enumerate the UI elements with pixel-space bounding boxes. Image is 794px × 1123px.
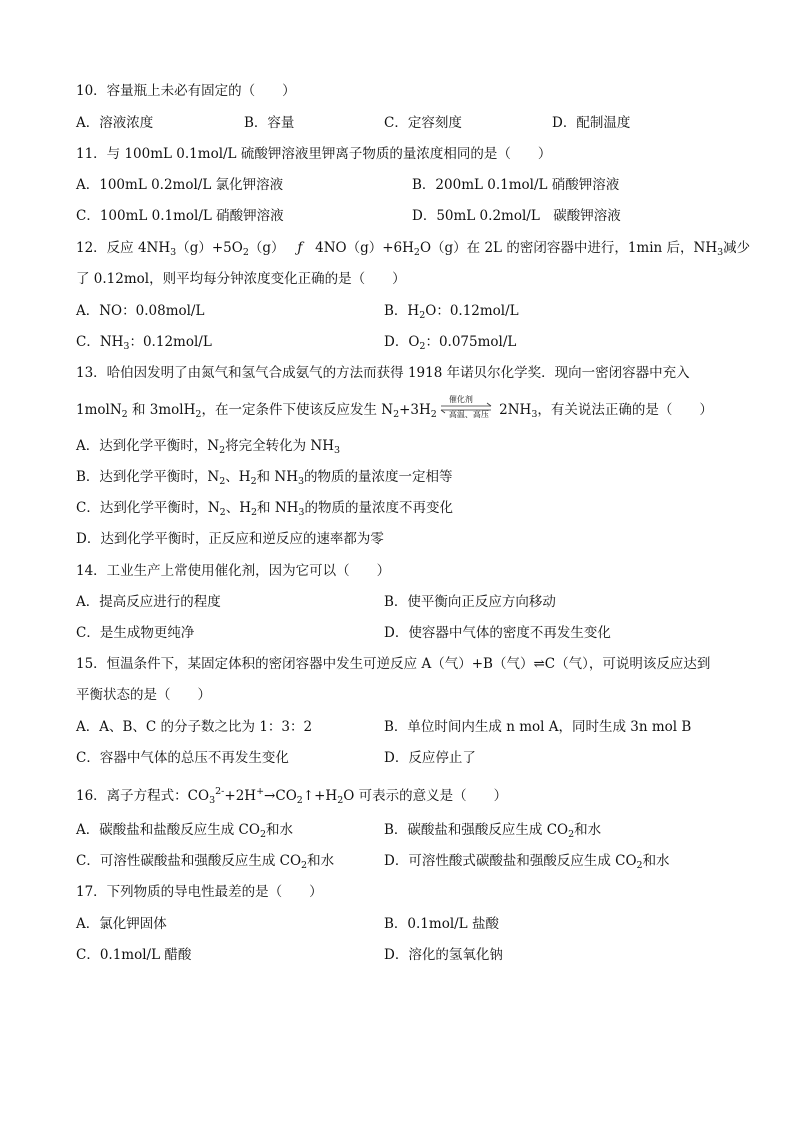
question-15-option-c: C．容器中气体的总压不再发生变化 (76, 750, 289, 766)
question-14-option-b: B．使平衡向正反应方向移动 (384, 594, 556, 610)
question-17-option-a: A．氯化钾固体 (76, 916, 167, 932)
question-11-stem: 11．与 100mL 0.1mol/L 硫酸钾溶液里钾离子物质的量浓度相同的是（ ） (76, 146, 552, 162)
question-10-option-a: A．溶液浓度 (76, 115, 154, 131)
conditions-label: 高温、高压 (448, 410, 489, 419)
question-12-option-d: D．$O_2$：0.075mol/L (384, 334, 517, 352)
question-16-option-c: C．可溶性碳酸盐和强酸反应生成 $CO_2$和水 (76, 853, 335, 871)
question-17-option-c: C．0.1mol/L 醋酸 (76, 947, 192, 963)
question-17-option-d: D．溶化的氢氧化钠 (384, 947, 503, 963)
question-10-stem: 10．容量瓶上未必有固定的（ ） (76, 83, 296, 99)
question-11-option-b: B．200mL 0.1mol/L 硝酸钾溶液 (412, 177, 620, 193)
question-16-option-d: D．可溶性酸式碳酸盐和强酸反应生成 $CO_2$和水 (384, 853, 670, 871)
question-11-option-a: A．100mL 0.2mol/L 氯化钾溶液 (76, 177, 284, 193)
question-14-option-d: D．使容器中气体的密度不再发生变化 (384, 625, 611, 641)
question-13-option-b: B．达到化学平衡时，$N_2$、$H_2$和 $NH_3$的物质的量浓度一定相等 (76, 469, 453, 487)
question-13-option-d: D．达到化学平衡时，正反应和逆反应的速率都为零 (76, 531, 384, 547)
question-17-stem: 17．下列物质的导电性最差的是（ ） (76, 884, 323, 900)
question-14-option-a: A．提高反应进行的程度 (76, 594, 221, 610)
question-12-option-a: A．NO：0.08mol/L (76, 303, 205, 319)
question-12-option-c: C．$NH_3$：0.12mol/L (76, 334, 212, 352)
reaction-condition-arrow (437, 395, 495, 419)
question-13-stem-line2: 1molN$_2$ 和 3molH$_2$，在一定条件下使该反应发生 $N_2+3H_2$ 催化剂 高温、高压 $2NH_3$，有关说法正确的是（ ） (76, 395, 713, 420)
question-16-option-a: A．碳酸盐和盐酸反应生成 $CO_2$和水 (76, 822, 293, 840)
question-13-stem-line1: 13．哈伯因发明了由氮气和氢气合成氨气的方法而获得 1918 年诺贝尔化学奖．现向一密闭容器中充入 (76, 365, 690, 381)
question-10-option-d: D．配制温度 (552, 115, 631, 131)
question-12-stem-line1: 12．反应 $4NH_3(g)+5O_2(g)$ ƒ $4NO(g)+6H_2O(g)$在 2L 的密闭容器中进行，1min 后，$NH_3$减少 (76, 240, 751, 258)
question-11-option-d: D．50mL 0.2mol/L 碳酸钾溶液 (412, 208, 621, 224)
question-12-option-b: B．$H_2O$：0.12mol/L (384, 303, 519, 321)
question-15-stem-line2: 平衡状态的是（ ） (76, 687, 211, 703)
question-13-option-c: C．达到化学平衡时，$N_2$、$H_2$和 $NH_3$的物质的量浓度不再变化 (76, 500, 453, 518)
question-15-option-d: D．反应停止了 (384, 750, 476, 766)
question-17-option-b: B．0.1mol/L 盐酸 (384, 916, 499, 932)
catalyst-label: 催化剂 (448, 395, 473, 404)
question-16-stem: 16．离子方程式：$CO_3^{2-}+2H^+\to CO_2↑+H_2O$ 可表示的意义是（ ） (76, 786, 508, 806)
question-15-stem-line1: 15．恒温条件下，某固定体积的密闭容器中发生可逆反应 A（气）+B（气）⇌C（气），可说明该反应达到 (76, 656, 711, 672)
question-10-option-b: B．容量 (244, 115, 295, 131)
question-14-stem: 14．工业生产上常使用催化剂，因为它可以（ ） (76, 563, 391, 579)
question-15-option-a: A．A、B、C 的分子数之比为 1：3：2 (76, 719, 313, 735)
reversible-arrow-glyph: ƒ (297, 240, 303, 256)
question-15-option-b: B．单位时间内生成 n mol A，同时生成 3n mol B (384, 719, 692, 735)
question-13-option-a: A．达到化学平衡时，$N_2$将完全转化为 $NH_3$ (76, 438, 341, 456)
question-14-option-c: C．是生成物更纯净 (76, 625, 195, 641)
question-10-option-c: C．定容刻度 (384, 115, 462, 131)
question-11-option-c: C．100mL 0.1mol/L 硝酸钾溶液 (76, 208, 284, 224)
question-16-option-b: B．碳酸盐和强酸反应生成 $CO_2$和水 (384, 822, 602, 840)
question-12-stem-line2: 了 0.12mol，则平均每分钟浓度变化正确的是（ ） (76, 271, 406, 287)
